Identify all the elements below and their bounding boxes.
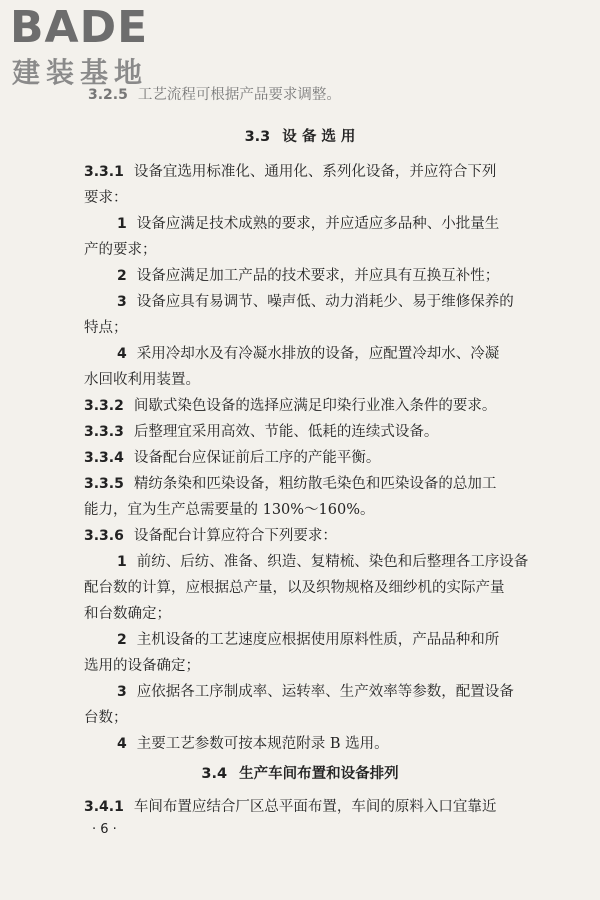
item-continuation: 和台数确定；	[84, 606, 171, 622]
section-number: 3.4	[201, 766, 228, 782]
item-continuation: 特点；	[84, 320, 128, 336]
item-continuation: 产的要求；	[84, 242, 157, 258]
section-heading-3-4	[0, 762, 600, 783]
clause-number: 3.3.5	[84, 476, 124, 492]
item-number: 2	[117, 632, 127, 648]
clause-3-3-6	[84, 527, 337, 545]
clause-3-3-1	[84, 163, 496, 181]
list-item-1	[117, 215, 499, 233]
clause-text: 工艺流程可根据产品要求调整。	[137, 87, 341, 103]
clause-continuation: 要求：	[84, 190, 128, 206]
item-continuation: 配台数的计算，应根据总产量，以及织物规格及细纱机的实际产量	[84, 580, 505, 596]
watermark-subtitle: 建装基地	[12, 56, 149, 89]
list-item-3	[117, 293, 514, 311]
list-item-4	[117, 345, 499, 363]
item-continuation: 台数；	[84, 710, 128, 726]
item-text: 采用冷却水及有冷凝水排放的设备，应配置冷却水、冷凝	[136, 346, 500, 362]
section-number: 3.3	[244, 129, 271, 145]
sub-item-3	[117, 683, 514, 701]
section-heading-3-3	[0, 125, 600, 146]
item-number: 4	[117, 346, 127, 362]
clause-text: 精纺条染和匹染设备，粗纺散毛染色和匹染设备的总加工	[133, 476, 497, 492]
item-text: 前纺、后纺、准备、织造、复精梳、染色和后整理各工序设备	[136, 554, 529, 570]
clause-3-3-5	[84, 475, 496, 493]
clause-number: 3.2.5	[88, 87, 128, 103]
item-text: 设备应满足加工产品的技术要求，并应具有互换互补性；	[136, 268, 500, 284]
clause-text: 设备宜选用标准化、通用化、系列化设备，并应符合下列	[133, 164, 497, 180]
item-number: 1	[117, 554, 127, 570]
item-text: 主机设备的工艺速度应根据使用原料性质，产品品种和所	[136, 632, 500, 648]
sub-item-4	[117, 735, 389, 753]
watermark-logo	[10, 2, 180, 94]
page-number: · 6 ·	[92, 822, 117, 837]
clause-3-3-3	[84, 423, 438, 441]
clause-text: 间歇式染色设备的选择应满足印染行业准入条件的要求。	[133, 398, 497, 414]
item-continuation: 水回收利用装置。	[84, 372, 200, 388]
item-text: 应依据各工序制成率、运转率、生产效率等参数，配置设备	[136, 684, 514, 700]
list-item-2	[117, 267, 499, 285]
item-continuation: 选用的设备确定；	[84, 658, 200, 674]
item-number: 2	[117, 268, 127, 284]
clause-number: 3.3.6	[84, 528, 124, 544]
item-text: 主要工艺参数可按本规范附录 B 选用。	[136, 736, 389, 752]
clause-3-3-4	[84, 449, 380, 467]
item-number: 1	[117, 216, 127, 232]
clause-number: 3.3.1	[84, 164, 124, 180]
clause-number: 3.3.4	[84, 450, 124, 466]
item-text: 设备应具有易调节、噪声低、动力消耗少、易于维修保养的	[136, 294, 514, 310]
clause-3-2-5	[88, 86, 341, 104]
section-title: 生产车间布置和设备排列	[239, 766, 399, 782]
clause-number: 3.3.2	[84, 398, 124, 414]
clause-text: 后整理宜采用高效、节能、低耗的连续式设备。	[133, 424, 439, 440]
section-title: 设 备 选 用	[282, 129, 356, 145]
sub-item-1	[117, 553, 528, 571]
clause-text: 车间布置应结合厂区总平面布置，车间的原料入口宜靠近	[133, 799, 497, 815]
item-number: 4	[117, 736, 127, 752]
clause-number: 3.4.1	[84, 799, 124, 815]
clause-continuation: 能力，宜为生产总需要量的 130%～160%。	[84, 502, 375, 518]
clause-text: 设备配台应保证前后工序的产能平衡。	[133, 450, 381, 466]
clause-text: 设备配台计算应符合下列要求：	[133, 528, 337, 544]
clause-number: 3.3.3	[84, 424, 124, 440]
item-number: 3	[117, 684, 127, 700]
clause-3-3-2	[84, 397, 496, 415]
watermark-brand: BADE	[10, 2, 149, 53]
clause-3-4-1	[84, 798, 496, 816]
item-text: 设备应满足技术成熟的要求，并应适应多品种、小批量生	[136, 216, 500, 232]
sub-item-2	[117, 631, 499, 649]
item-number: 3	[117, 294, 127, 310]
